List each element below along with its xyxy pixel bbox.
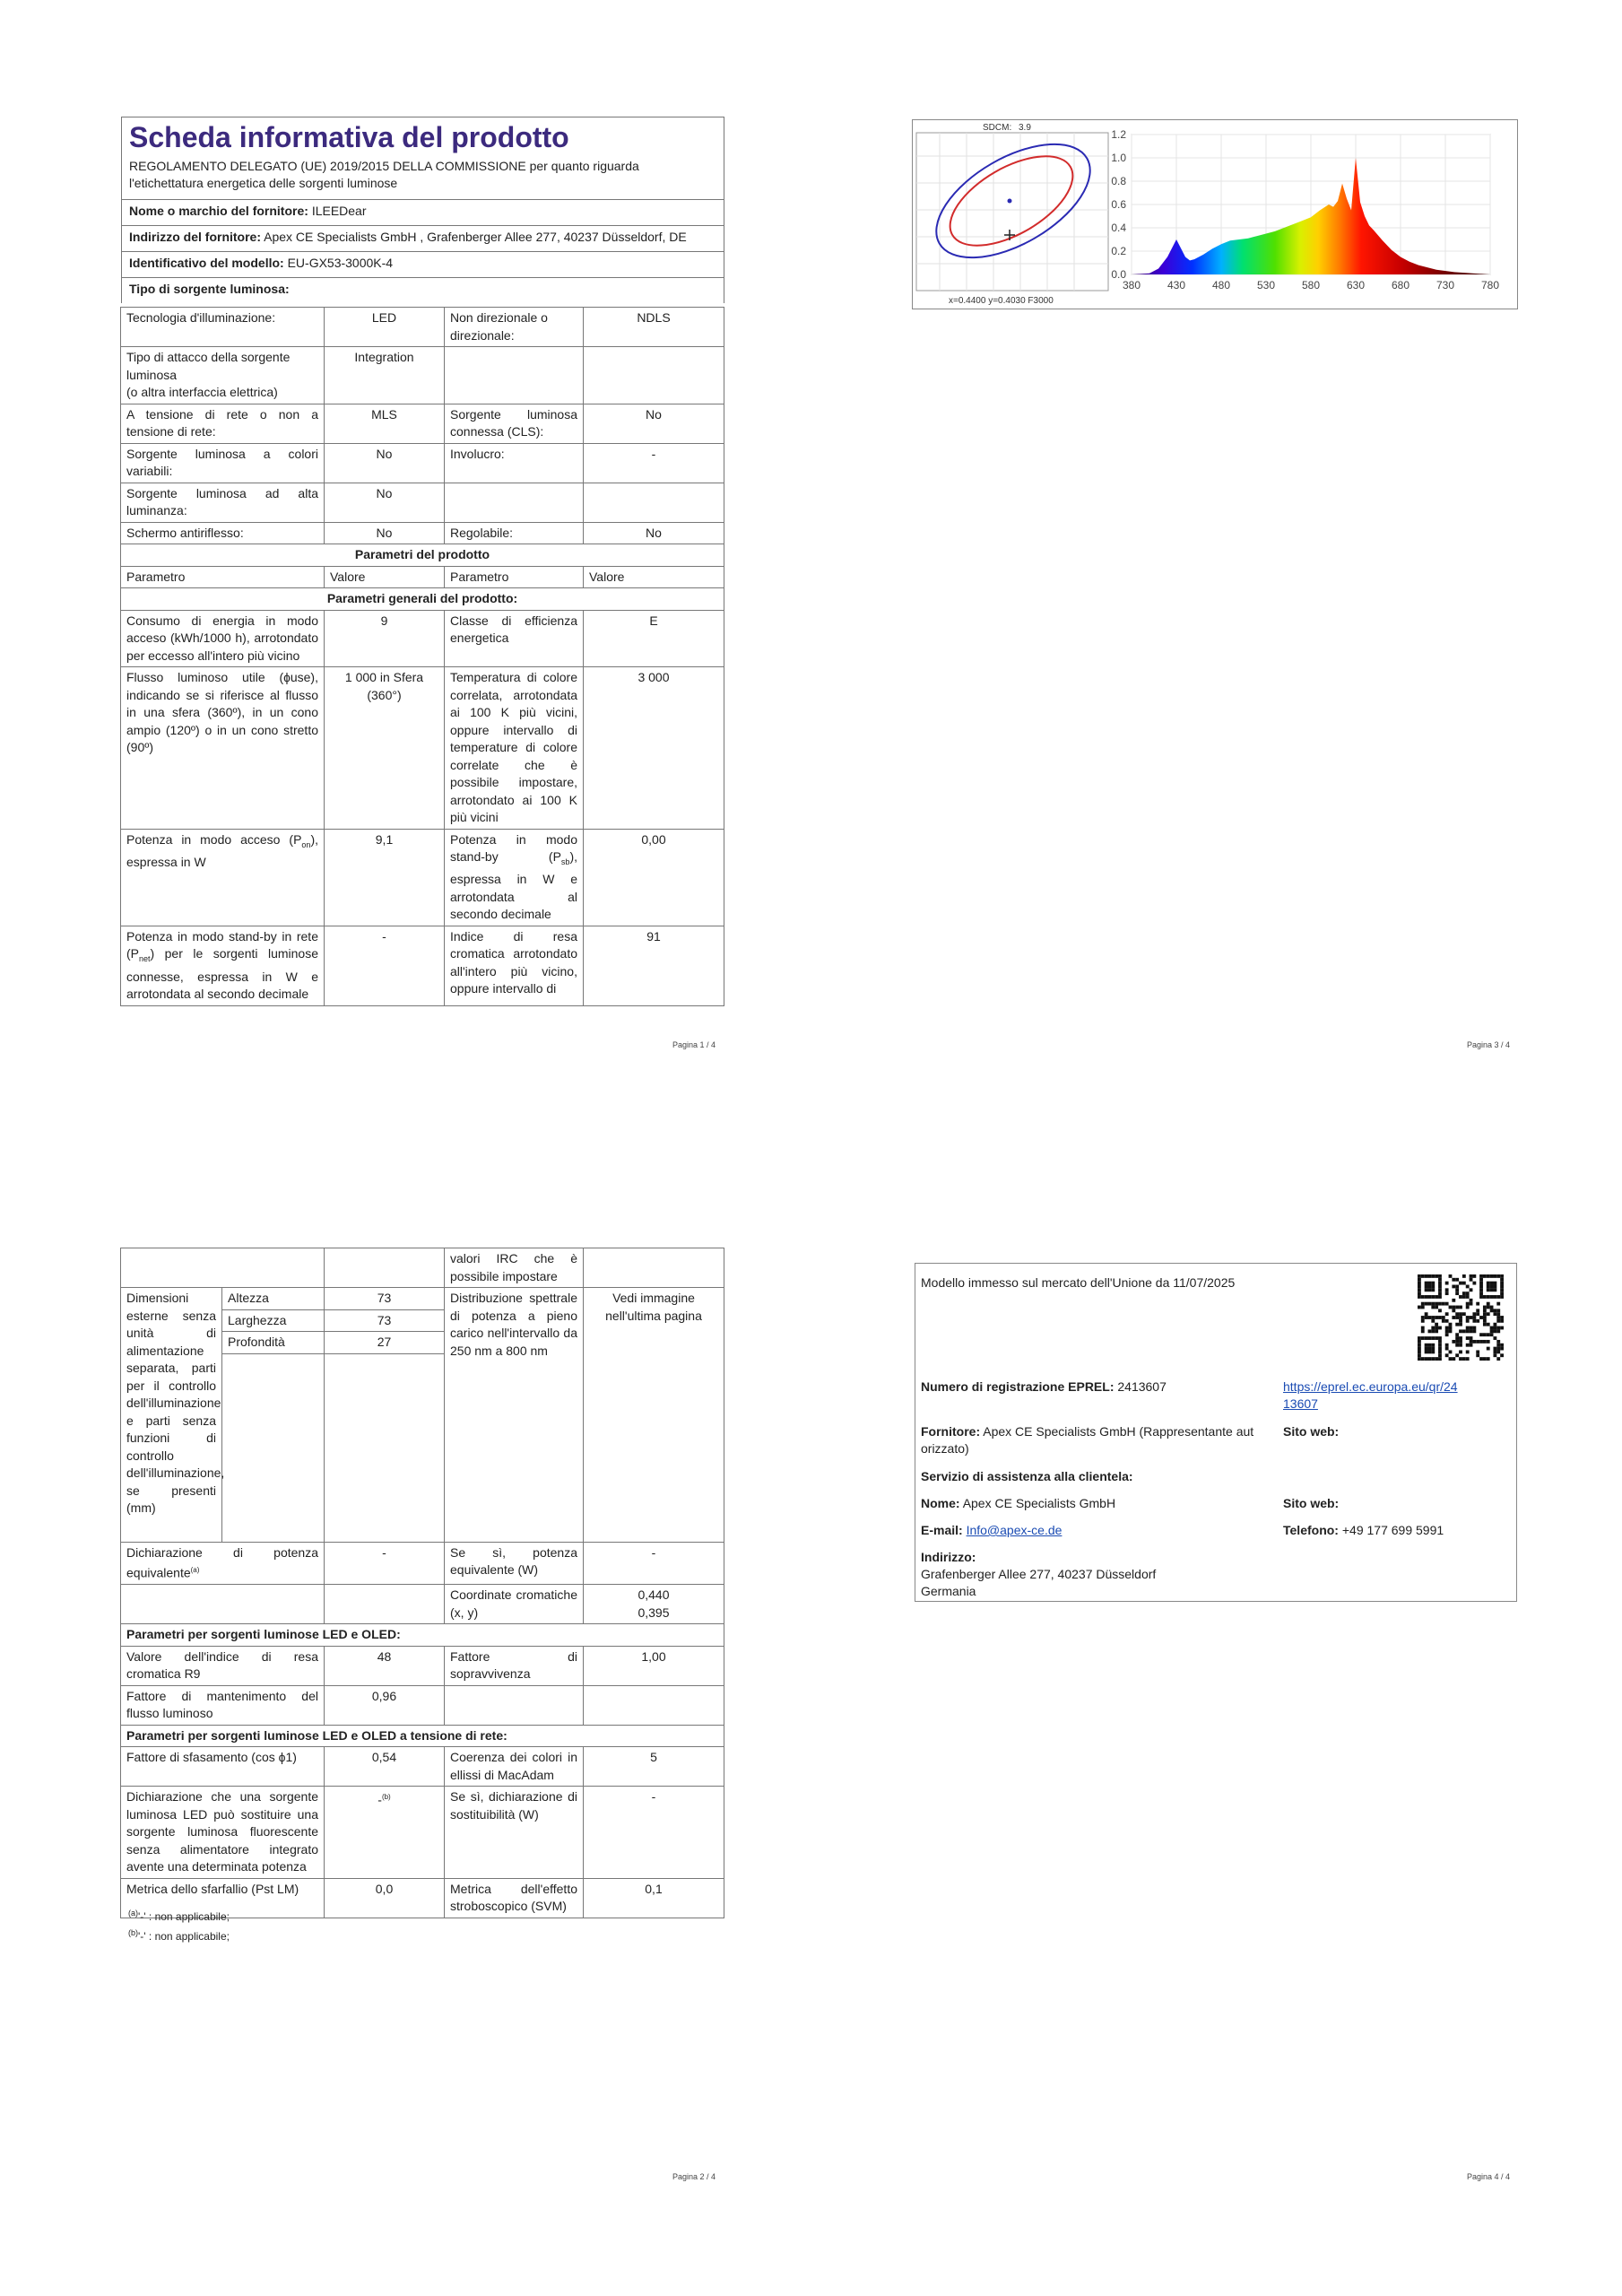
regulation-subtitle: REGOLAMENTO DELEGATO (UE) 2019/2015 DELLA COMMISSIONE per quanto riguarda l'etichettatura energetica delle sorgenti luminose [129, 159, 639, 190]
section-header: Parametri per sorgenti luminose LED e OLED: [121, 1624, 724, 1647]
website-label: Sito web: [1283, 1424, 1340, 1439]
table-row: Coordinate cromatiche (x, y) 0,440 0,395 [121, 1585, 724, 1624]
y-tick-label: 0.2 [1111, 245, 1126, 257]
spectrum-chart [1111, 128, 1499, 291]
macadam-ellipse-chart [916, 121, 1108, 306]
y-tick-label: 0.6 [1111, 198, 1126, 211]
page2-table [120, 1248, 724, 1918]
chromaticity-coords: x=0.4400 y=0.4030 F3000 [949, 296, 1054, 306]
sdcm-label: SDCM: [983, 123, 1012, 133]
contact-name-row: Nome: Apex CE Specialists GmbH [921, 1496, 1116, 1510]
table-row: valori IRC che è possibile impostare [121, 1248, 724, 1288]
y-tick-label: 1.2 [1111, 128, 1126, 141]
x-tick-label: 780 [1480, 279, 1500, 291]
column-header-row: Parametro Valore Parametro Valore [121, 566, 724, 588]
x-tick-label: 680 [1391, 279, 1410, 291]
chart-svg [913, 120, 1517, 309]
footnote-a: $^{(a)}$'-' : non applicabile; [128, 1909, 230, 1923]
page4-info-box [915, 1263, 1517, 1602]
supplier-row: Fornitore: Apex CE Specialists GmbH (Rappresentante aut orizzato) [921, 1424, 1254, 1456]
website2-label: Sito web: [1283, 1496, 1340, 1510]
model-row: Identificativo del modello: EU-GX53-3000K-4 [122, 251, 724, 277]
page-number: Pagina 2 / 4 [672, 2172, 716, 2181]
email-link[interactable]: Info@apex-ce.de [966, 1523, 1063, 1537]
table-row: A tensione di rete o non a tensione di rete: MLS Sorgente luminosa connessa (CLS): No [121, 404, 724, 443]
phone-row: Telefono: +49 177 699 5991 [1283, 1523, 1444, 1537]
table-row: Dichiarazione di potenza equivalente$^{(a)}$ - Se sì, potenza equivalente (W) - [121, 1542, 724, 1585]
page-number: Pagina 1 / 4 [672, 1040, 716, 1049]
table-row: Dimensioni esterne senza unità di alimentazione separata, parti per il controllo dell'illuminazione e parti senza funzioni di controllo dell'illuminazione, se presenti (mm) Altezza 73 Distribuzione spettrale di potenza a pieno carico nell'intervallo da 250 nm a 800 nm Vedi immagine nell'ultima pagina [121, 1288, 724, 1310]
target-point [1008, 199, 1012, 204]
table-row: Sorgente luminosa a colori variabili: No Involucro: - [121, 443, 724, 483]
address-block: Indirizzo: Grafenberger Allee 277, 40237 Düsseldorf Germania [921, 1550, 1157, 1598]
x-tick-label: 730 [1436, 279, 1455, 291]
table-row: Fattore di mantenimento del flusso luminoso 0,96 [121, 1685, 724, 1725]
page-number: Pagina 3 / 4 [1467, 1040, 1511, 1049]
page1-table [120, 307, 724, 1006]
table-row: Larghezza 73 [121, 1309, 724, 1332]
footnote-b: $^{(b)}$'-' : non applicabile; [128, 1928, 230, 1943]
qr-code-icon [1418, 1274, 1504, 1361]
service-label: Servizio di assistenza alla clientela: [921, 1469, 1133, 1483]
source-type-row: Tipo di sorgente luminosa: [122, 277, 724, 303]
table-row: Valore dell'indice di resa cromatica R9 48 Fattore di sopravvivenza 1,00 [121, 1646, 724, 1685]
x-tick-label: 630 [1346, 279, 1366, 291]
x-tick-label: 380 [1122, 279, 1141, 291]
table-row: Tecnologia d'illuminazione: LED Non direzionale o direzionale: NDLS [121, 308, 724, 347]
table-row: Consumo di energia in modo acceso (kWh/1000 h), arrotondato per eccesso all'intero più vicino 9 Classe di efficienza energetica E [121, 610, 724, 667]
table-row: Profondità 27 [121, 1332, 724, 1354]
table-row: Tipo di attacco della sorgente luminosa (o altra interfaccia elettrica) Integration [121, 347, 724, 404]
section-header: Parametri per sorgenti luminose LED e OLED a tensione di rete: [121, 1725, 724, 1747]
x-tick-label: 480 [1211, 279, 1231, 291]
page-number: Pagina 4 / 4 [1467, 2172, 1511, 2181]
y-tick-label: 0.0 [1111, 268, 1126, 281]
x-tick-label: 530 [1256, 279, 1276, 291]
section-header: Parametri del prodotto [121, 544, 724, 567]
table-row: Potenza in modo stand-by in rete $(P_{net})$ per le sorgenti luminose connesse, espressa in W e arrotondata al secondo decimale - Indice di resa cromatica arrotondato all'intero più vicino, oppure intervallo di 91 [121, 926, 724, 1005]
table-row: Dichiarazione che una sorgente luminosa LED può sostituire una sorgente luminosa fluorescente senza alimentatore integrato avente una determinata potenza -$^{(b)}$ Se sì, dichiarazione di sostituibilità (W) - [121, 1787, 724, 1879]
chart-panel [912, 119, 1518, 309]
y-tick-label: 0.4 [1111, 222, 1126, 234]
market-date: Modello immesso sul mercato dell'Unione da 11/07/2025 [921, 1275, 1236, 1290]
supplier-name-row: Nome o marchio del fornitore: ILEEDear [122, 199, 724, 225]
section-header: Parametri generali del prodotto: [121, 588, 724, 611]
supplier-address-row: Indirizzo del fornitore: Apex CE Specialists GmbH , Grafenberger Allee 277, 40237 Düsseldorf, DE [122, 225, 724, 251]
y-tick-label: 0.8 [1111, 175, 1126, 187]
page2-table-clip [120, 1249, 724, 1914]
table-row: Metrica dello sfarfallio (Pst LM) 0,0 Metrica dell'effetto stroboscopico (SVM) 0,1 [121, 1878, 724, 1918]
page1-table-clip [120, 307, 724, 1017]
table-row: Schermo antiriflesso: No Regolabile: No [121, 522, 724, 544]
x-tick-label: 580 [1301, 279, 1321, 291]
x-tick-label: 430 [1167, 279, 1186, 291]
table-row: Flusso luminoso utile (ɸuse), indicando se si riferisce al flusso in una sfera (360º), in un cono ampio (120º) o in un cono stretto (90º) 1 000 in Sfera (360°) Temperatura di colore correlata, arrotondata ai 100 K più vicini, oppure intervallo di temperature di colore correlate che è possibile impostare, arrotondato ai 100 K più vicini 3 000 [121, 667, 724, 830]
eprel-row: Numero di registrazione EPREL: 2413607 [921, 1379, 1167, 1394]
table-row: Sorgente luminosa ad alta luminanza: No [121, 483, 724, 522]
page1-header [121, 117, 724, 303]
email-row: E-mail: Info@apex-ce.de [921, 1523, 1063, 1537]
table-row: Fattore di sfasamento (cos ϕ1) 0,54 Coerenza dei colori in ellissi di MacAdam 5 [121, 1747, 724, 1787]
eprel-link[interactable]: https://eprel.ec.europa.eu/qr/24 13607 [1283, 1379, 1458, 1411]
page-title: Scheda informativa del prodotto [129, 121, 569, 153]
table-row: Potenza in modo acceso $(P_{on})$, espressa in W 9,1 Potenza in modo stand-by $(P_{sb})$, espressa in W e arrotondata al secondo decimale 0,00 [121, 829, 724, 926]
sdcm-value: 3.9 [1019, 123, 1031, 133]
y-tick-label: 1.0 [1111, 152, 1126, 164]
